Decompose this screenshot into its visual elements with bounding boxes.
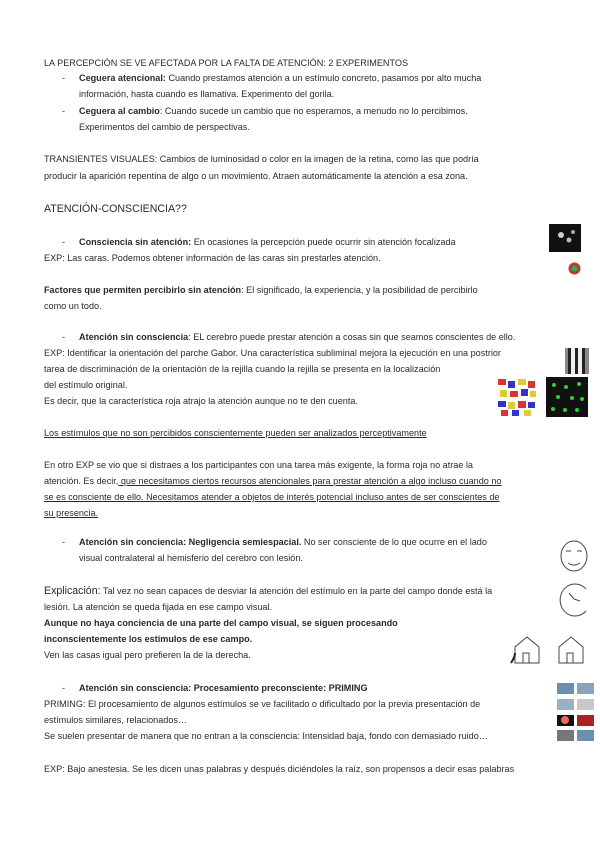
green-dots-thumbnail [546,377,588,417]
face-drawing-thumbnail [556,539,592,573]
bold-statement: inconscientemente los estímulos de ese campo. [44,634,253,644]
exp-gabor-line: tarea de discriminación de la orientación de la rejilla cuando la rejilla se presenta en la localización [44,364,441,374]
otro-exp-line: En otro EXP se vio que si distraes a los participantes con una tarea más exigente, la forma roja no atrae la [44,460,473,470]
transientes-line: producir la aparición repentina de algo o un movimiento. Atraen automáticamente la atención a esa zona. [44,171,468,181]
colored-grid-thumbnail [496,377,538,417]
bullet-consciencia-sin-atencion: Consciencia sin atención: En ocasiones la percepción puede ocurrir sin atención focalizada [79,237,456,247]
priming-photo-thumbnail [557,683,595,743]
bullet-dash: - [62,73,66,83]
exp-gabor-line: EXP: Identificar la orientación del parche Gabor. Una característica subliminal mejora la ejecución en una postrior [44,348,501,358]
bullet-ceguera-cambio: Ceguera al cambio: Cuando sucede un cambio que no esperamos, a menudo no lo percibimos. [79,106,468,116]
bullet-text-line: visual contralateral al hemisferio del cerebro con lesión. [79,553,303,563]
priming-line: estímulos similares, relacionados… [44,715,188,725]
bullet-dash: - [62,237,66,247]
explicacion-line: Explicación: Tal vez no sean capaces de desviar la atención del estímulo en la parte del campo donde está la [44,585,493,597]
underlined-statement: Los estímulos que no son percibidos conscientemente pueden ser analizados perceptivamente [44,428,427,438]
transientes-line: TRANSIENTES VISUALES: Cambios de luminosidad o color en la imagen de la retina, como las que podría [44,154,479,164]
bullet-priming: Atención sin consciencia: Procesamiento preconsciente: PRIMING [79,683,368,693]
house-drawing-right [551,633,591,665]
bold-statement: Aunque no haya conciencia de una parte del campo visual, se siguen procesando [44,618,398,628]
faces-thumbnail [549,224,581,252]
bullet-ceguera-atencional: Ceguera atencional: Cuando prestamos atención a un estímulo concreto, pasamos por alto mucha [79,73,482,83]
priming-line: PRIMING: El procesamiento de algunos estímulos se ve facilitado o dificultado por la previa presentación de [44,699,481,709]
anestesia-line: EXP: Bajo anestesia. Se les dicen unas palabras y después diciéndoles la raíz, son propensos a decir esas palabras [44,764,515,774]
gabor-patch-icon [565,348,589,374]
explicacion-line2: lesión. La atención se queda fijada en ese campo visual. [44,602,273,612]
bullet-text-line: información, hasta cuando es llamativa. Experimento del gorila. [79,89,335,99]
priming-line: Se suelen presentar de manera que no entran a la consciencia: Intensidad baja, fondo con demasiado ruido… [44,731,488,741]
bullet-dash: - [62,106,66,116]
bullet-text-line: Experimentos del cambio de perspectivas. [79,122,250,132]
colored-circle-thumbnail [568,262,581,275]
exp-caras: EXP: Las caras. Podemos obtener información de las caras sin prestarles atención. [44,253,381,263]
casas-line: Ven las casas igual pero prefieren la de la derecha. [44,650,251,660]
otro-exp-line: atención. Es decir, que necesitamos ciertos recursos atencionales para prestar atención a algo incluso cuando no [44,476,502,486]
bullet-negligencia: Atención sin conciencia: Negligencia semiespacial. No ser consciente de lo que ocurre en el lado [79,537,487,547]
otro-exp-line: su presencia. [44,508,99,518]
exp-gabor-line: del estímulo original. [44,380,128,390]
exp-gabor-line: Es decir, que la característica roja atrajo la atención aunque no te den cuenta. [44,396,358,406]
heading-perception: LA PERCEPCIÓN SE VE AFECTADA POR LA FALTA DE ATENCIÓN: 2 EXPERIMENTOS [44,58,409,68]
factores-line: Factores que permiten percibirlo sin atención: El significado, la experiencia, y la posibilidad de percibirlo [44,285,478,295]
bullet-atencion-sin-consciencia: Atención sin consciencia: EL cerebro puede prestar atención a cosas sin que seamos conscientes de ello. [79,332,516,342]
bullet-dash: - [62,537,66,547]
heading-atencion-consciencia: ATENCIÓN-CONSCIENCIA?? [44,203,187,215]
factores-line2: como un todo. [44,301,102,311]
clock-drawing-thumbnail [556,579,592,619]
house-drawing-left [509,633,549,665]
bullet-dash: - [62,332,66,342]
otro-exp-line: se es consciente de ello. Necesitamos atender a objetos de interés potencial incluso antes de ser conscientes de [44,492,500,502]
bullet-dash: - [62,683,66,693]
